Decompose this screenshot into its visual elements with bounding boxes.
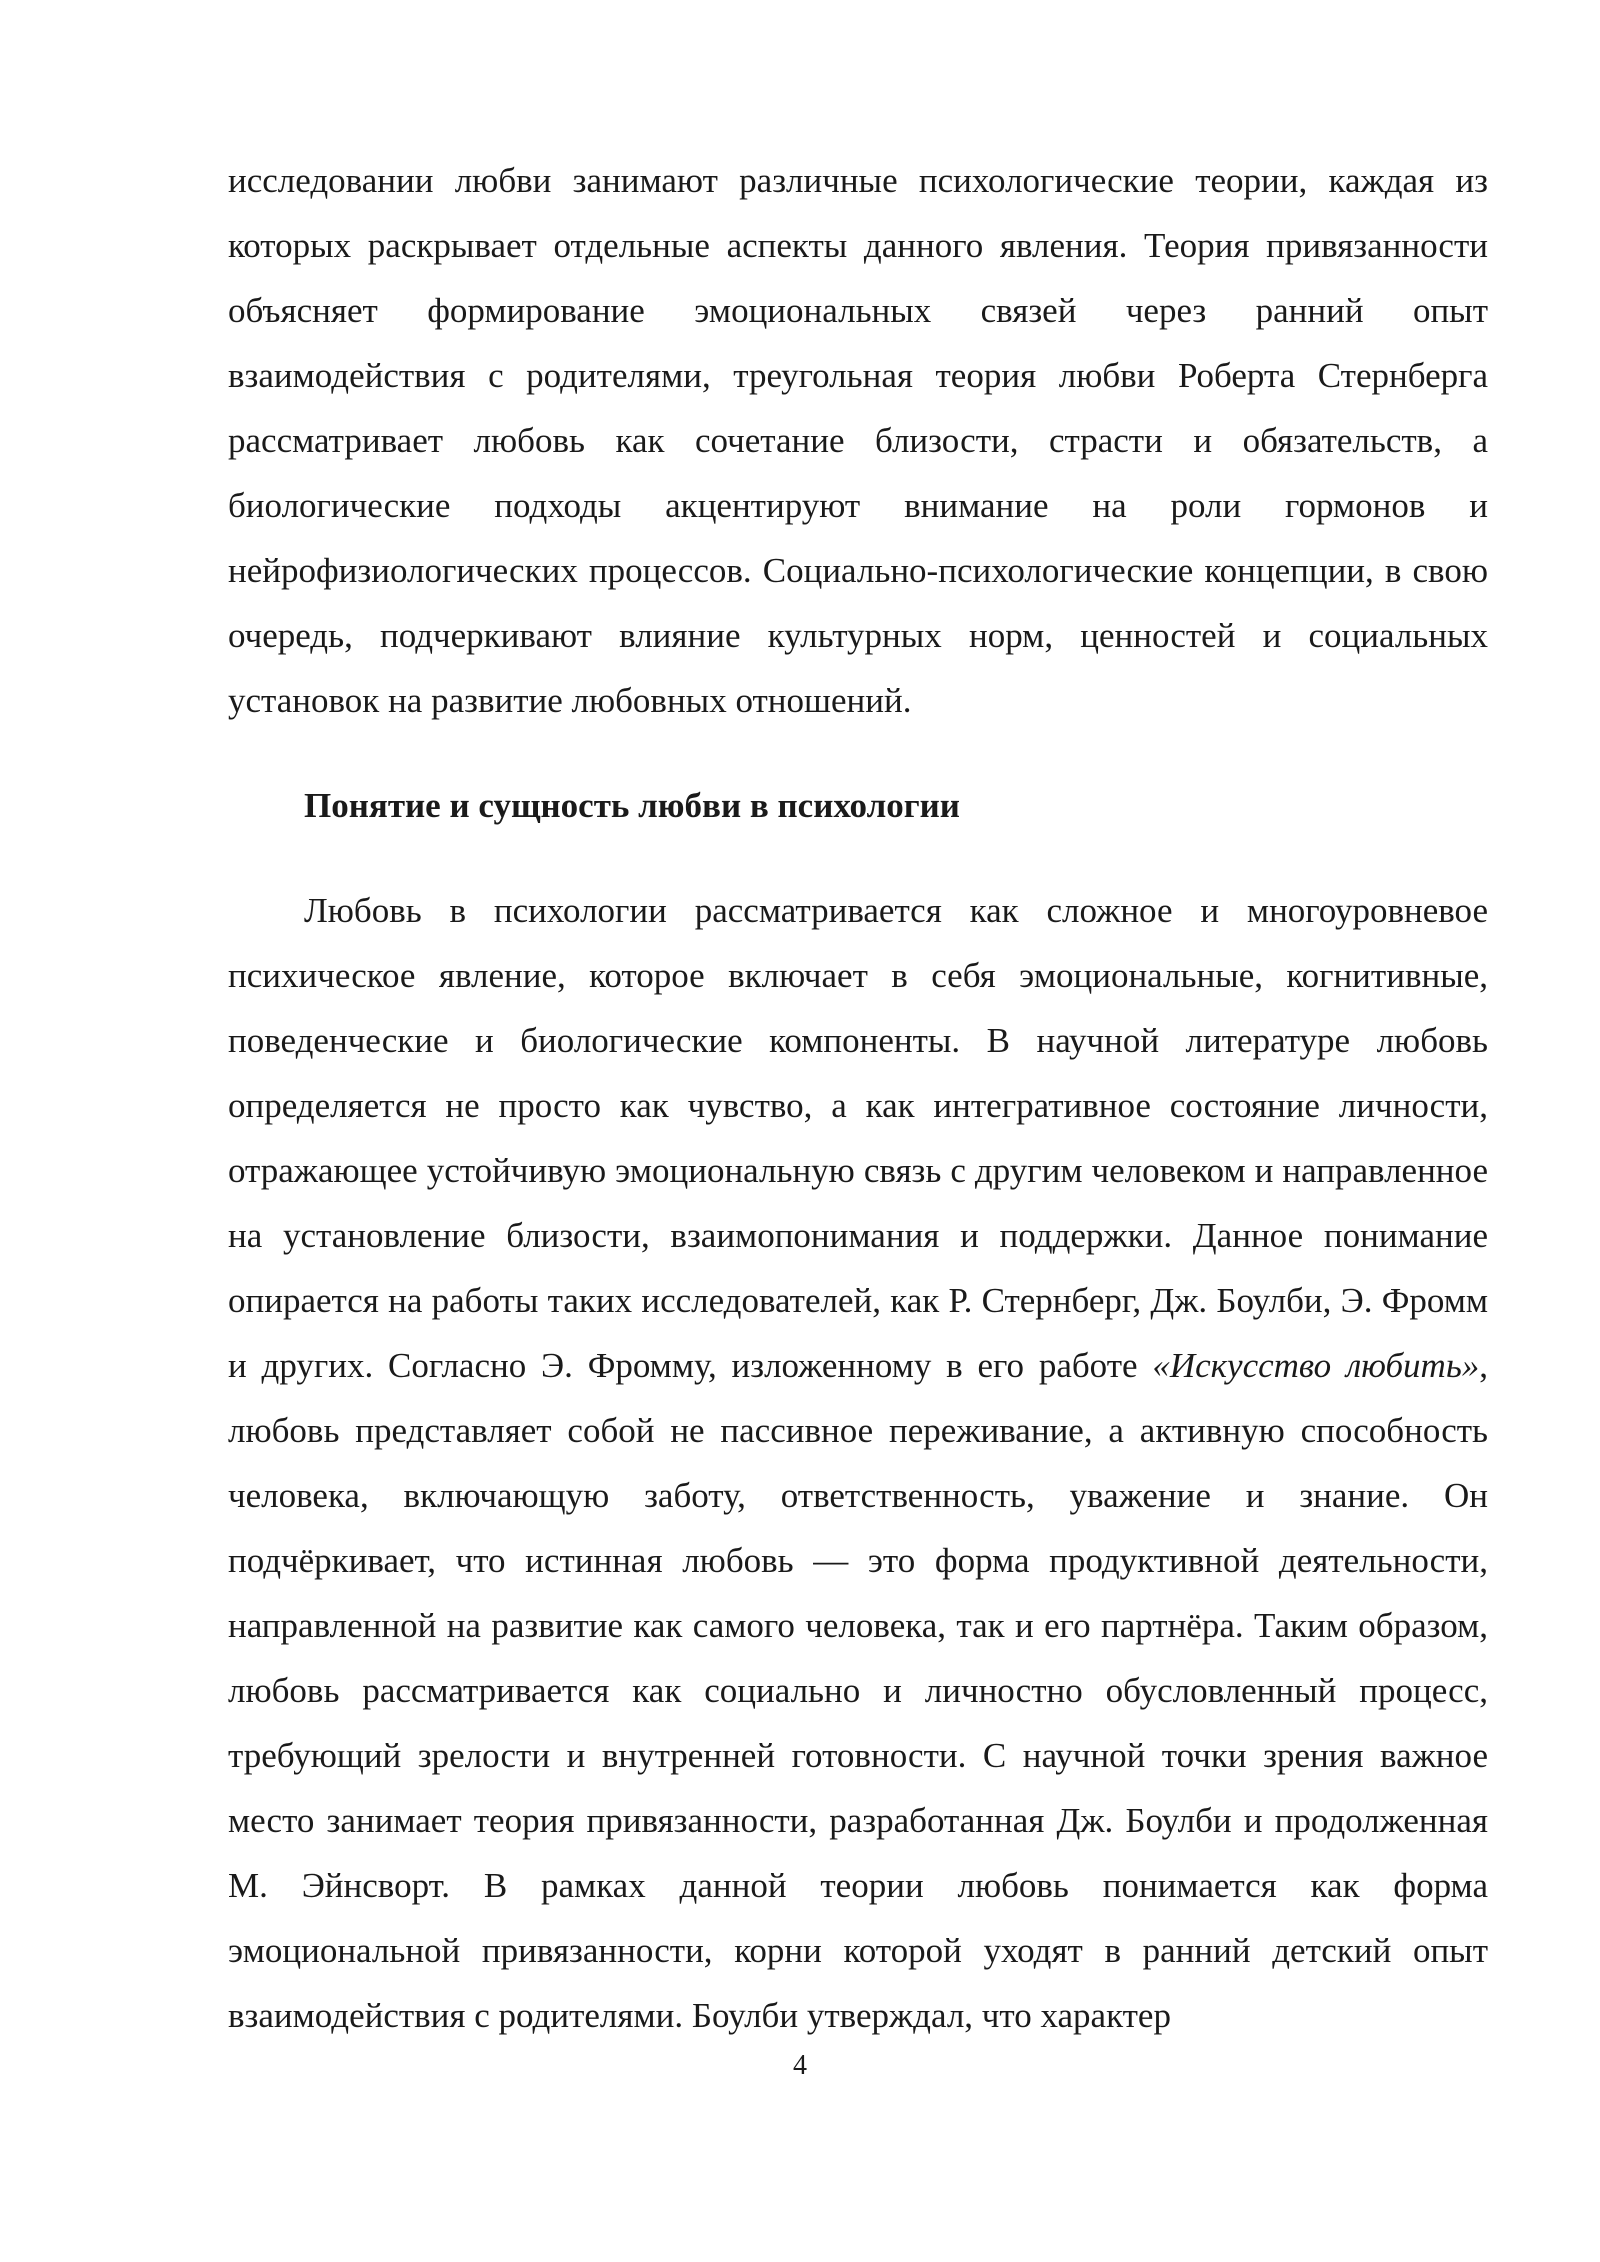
section-heading: Понятие и сущность любви в психологии: [304, 786, 960, 825]
paragraph-intro: исследовании любви занимают различные психологические теории, каждая из которых раскрывает отдельные аспекты данного явления. Теория привязанности объясняет формирование эмоциональных связей через ранний опыт взаимодействия с родителями, треугольная теория любви Роберта Стернберга рассматривает любовь как сочетание близости, страсти и обязательств, а биологические подходы акцентируют внимание на роли гормонов и нейрофизиологических процессов. Социально-психологические концепции, в свою очередь, подчеркивают влияние культурных норм, ценностей и социальных установок на развитие любовных отношений.: [228, 161, 1488, 720]
page-number: 4: [793, 2050, 807, 2081]
paragraph-text-part-2: , любовь представляет собой не пассивное переживание, а активную способность человека, включающую заботу, ответственность, уважение и знание. Он подчёркивает, что истинная любовь — это форма продуктивной деятельности, направленной на развитие как самого человека, так и его партнёра. Таким образом, любовь рассматривается как социально и личностно обусловленный процесс, требующий зрелости и внутренней готовности. С научной точки зрения важное место занимает теория привязанности, разработанная Дж. Боулби и продолженная М. Эйнсворт. В рамках данной теории любовь понимается как форма эмоциональной привязанности, корни которой уходят в ранний детский опыт взаимодействия с родителями. Боулби утверждал, что характер: [228, 1346, 1488, 2035]
book-title-italic: «Искусство любить»: [1152, 1346, 1480, 1385]
paragraph-love-concept: [228, 878, 1488, 2048]
paragraph-text-part-1: Любовь в психологии рассматривается как сложное и многоуровневое психическое явление, которое включает в себя эмоциональные, когнитивные, поведенческие и биологические компоненты. В научной литературе любовь определяется не просто как чувство, а как интегративное состояние личности, отражающее устойчивую эмоциональную связь с другим человеком и направленное на установление близости, взаимопонимания и поддержки. Данное понимание опирается на работы таких исследователей, как Р. Стернберг, Дж. Боулби, Э. Фромм и других. Согласно Э. Фромму, изложенному в его работе: [228, 891, 1488, 1385]
document-body: [228, 148, 1488, 2048]
